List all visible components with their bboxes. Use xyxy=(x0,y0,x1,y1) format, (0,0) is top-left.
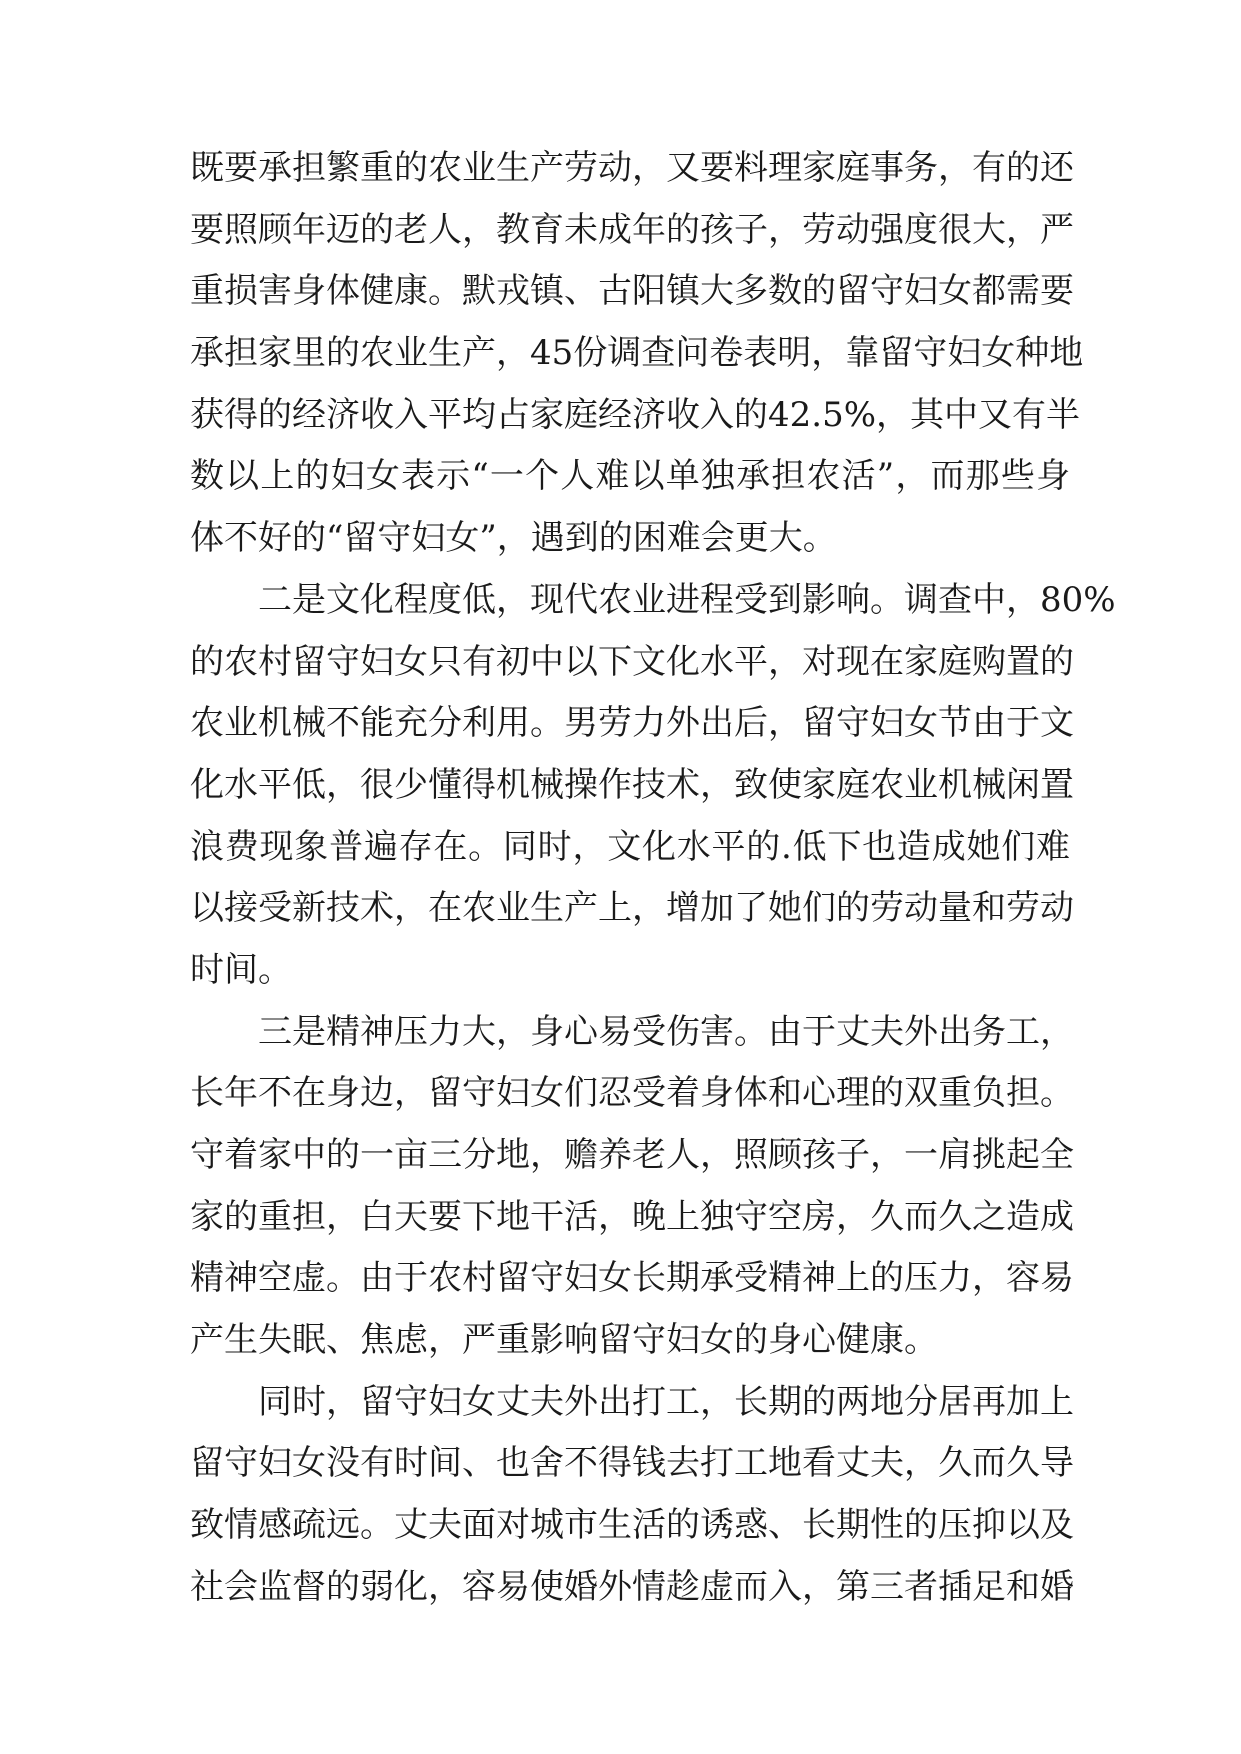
text-line: 精神空虚。由于农村留守妇女长期承受精神上的压力，容易 xyxy=(190,1258,1074,1299)
text-line: 体不好的“留守妇女”，遇到的困难会更大。 xyxy=(190,518,837,559)
text-line: 农业机械不能充分利用。男劳力外出后，留守妇女节由于文 xyxy=(190,703,1074,744)
text-line: 既要承担繁重的农业生产劳动，又要料理家庭事务，有的还 xyxy=(190,148,1074,188)
text-line: 重损害身体健康。默戎镇、古阳镇大多数的留守妇女都需要 xyxy=(190,271,1074,312)
text-line: 守着家中的一亩三分地，赡养老人，照顾孩子，一肩挑起全 xyxy=(190,1135,1074,1175)
text-line: 时间。 xyxy=(190,949,292,990)
text-line: 承担家里的农业生产，45份调查问卷表明，靠留守妇女种地 xyxy=(190,333,1084,374)
text-line: 以接受新技术，在农业生产上，增加了她们的劳动量和劳动 xyxy=(190,888,1074,929)
paragraph-start-line: 二是文化程度低，现代农业进程受到影响。调查中，80% xyxy=(258,579,1116,620)
text-line: 的农村留守妇女只有初中以下文化水平，对现在家庭购置的 xyxy=(190,641,1074,682)
text-line: 获得的经济收入平均占家庭经济收入的42.5%，其中又有半 xyxy=(190,394,1081,435)
text-line: 产生失眠、焦虑，严重影响留守妇女的身心健康。 xyxy=(190,1320,938,1361)
text-line: 长年不在身边，留守妇女们忍受着身体和心理的双重负担。 xyxy=(190,1073,1074,1114)
text-line: 化水平低，很少懂得机械操作技术，致使家庭农业机械闲置 xyxy=(190,764,1074,805)
text-line: 要照顾年迈的老人，教育未成年的孩子，劳动强度很大，严 xyxy=(190,209,1074,250)
text-line: 留守妇女没有时间、也舍不得钱去打工地看丈夫，久而久导 xyxy=(190,1443,1074,1484)
text-line: 致情感疏远。丈夫面对城市生活的诱惑、长期性的压抑以及 xyxy=(190,1505,1074,1546)
body-text xyxy=(190,138,1116,1619)
paragraph-start-line: 三是精神压力大，身心易受伤害。由于丈夫外出务工， xyxy=(258,1011,1074,1052)
text-line: 数以上的妇女表示“一个人难以单独承担农活”，而那些身 xyxy=(190,456,1070,497)
paragraph-start-line: 同时，留守妇女丈夫外出打工，长期的两地分居再加上 xyxy=(258,1381,1074,1422)
text-line: 家的重担，白天要下地干活，晚上独守空房，久而久之造成 xyxy=(190,1196,1074,1237)
text-line: 浪费现象普遍存在。同时，文化水平的.低下也造成她们难 xyxy=(190,826,1070,867)
text-line: 社会监督的弱化，容易使婚外情趁虚而入，第三者插足和婚 xyxy=(190,1566,1074,1607)
